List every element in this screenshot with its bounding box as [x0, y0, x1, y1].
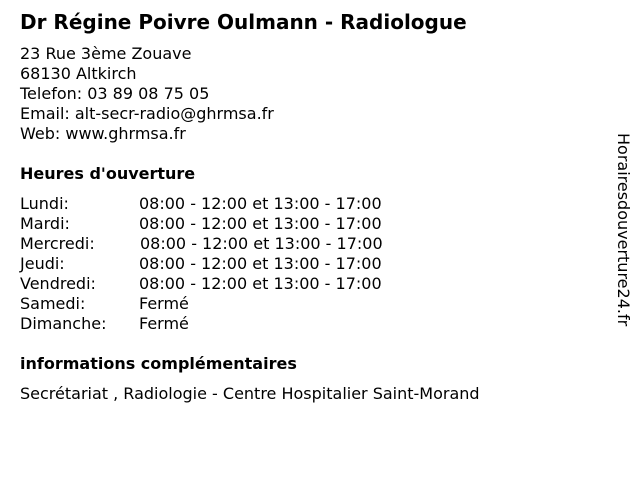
phone-number: Telefon: 03 89 08 75 05: [20, 84, 210, 103]
contact-block: [20, 44, 274, 144]
day-label: Mercredi:: [20, 234, 95, 253]
additional-info-heading: informations complémentaires: [20, 354, 297, 373]
day-label: Vendredi:: [20, 274, 96, 293]
day-hours: 08:00 - 12:00 et 13:00 - 17:00: [139, 274, 382, 293]
additional-info-text: Secrétariat , Radiologie - Centre Hospitalier Saint-Morand: [20, 384, 480, 403]
page-title: Dr Régine Poivre Oulmann - Radiologue: [20, 10, 467, 34]
street-address: 23 Rue 3ème Zouave: [20, 44, 192, 63]
day-hours: 08:00 - 12:00 et 13:00 - 17:00: [139, 254, 382, 273]
day-hours: 08:00 - 12:00 et 13:00 - 17:00: [139, 194, 382, 213]
opening-hours-heading: Heures d'ouverture: [20, 164, 196, 183]
side-watermark: [612, 133, 636, 373]
city-postcode: 68130 Altkirch: [20, 64, 137, 83]
day-hours: Fermé: [139, 294, 189, 313]
brand-text: Horairesdouverture24.fr: [614, 133, 633, 327]
day-label: Samedi:: [20, 294, 86, 313]
day-label: Jeudi:: [20, 254, 65, 273]
day-label: Lundi:: [20, 194, 69, 213]
day-label: Dimanche:: [20, 314, 107, 333]
day-label: Mardi:: [20, 214, 70, 233]
day-hours: 08:00 - 12:00 et 13:00 - 17:00: [139, 214, 382, 233]
day-hours: Fermé: [139, 314, 189, 333]
website: Web: www.ghrmsa.fr: [20, 124, 186, 143]
email-address: Email: alt-secr-radio@ghrmsa.fr: [20, 104, 274, 123]
day-hours: 08:00 - 12:00 et 13:00 - 17:00: [140, 234, 383, 253]
